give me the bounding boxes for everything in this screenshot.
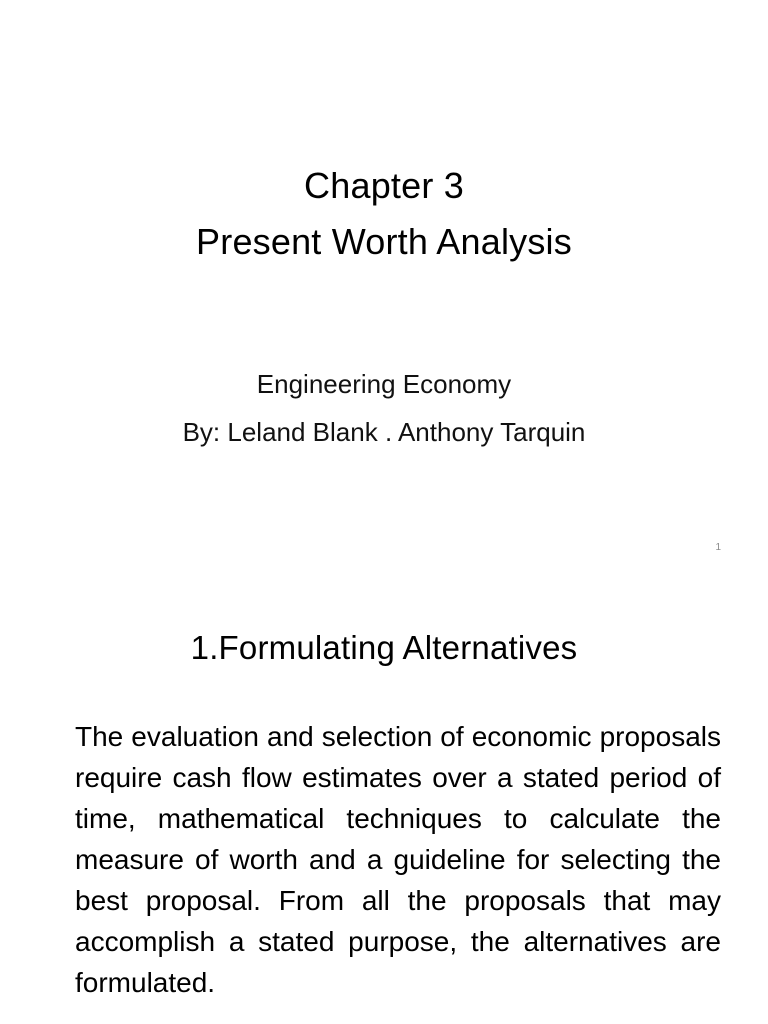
chapter-subject-line: Present Worth Analysis <box>196 221 572 262</box>
slide-2 <box>0 576 768 1024</box>
book-authors: By: Leland Blank . Anthony Tarquin <box>182 417 586 447</box>
slide-subtitle <box>0 360 768 456</box>
slide-number: 1 <box>715 542 721 553</box>
book-title: Engineering Economy <box>256 369 512 399</box>
chapter-title-line: Chapter 3 <box>304 165 464 206</box>
section-title: 1.Formulating Alternatives <box>190 629 578 666</box>
slide-title <box>0 158 768 270</box>
section-body-text: The evaluation and selection of economic proposals require cash flow estimates over a stated period of time, mathematical techniques to calculate the measure of worth and a guideline for selecting the best proposal. From all the proposals that may accomplish a stated purpose, the alternatives are formulated. <box>75 721 721 998</box>
